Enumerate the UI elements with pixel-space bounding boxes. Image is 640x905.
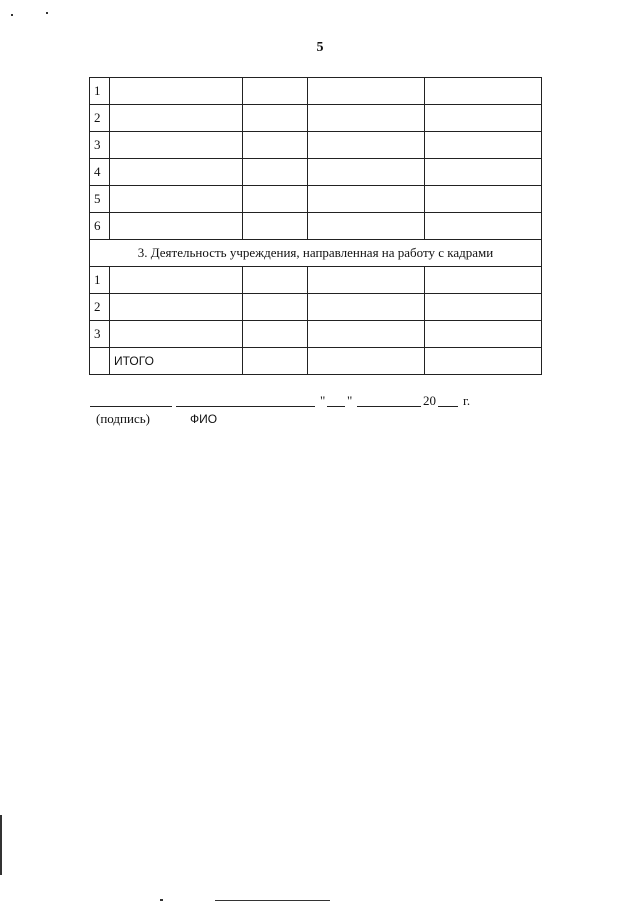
page-number: 5 (316, 40, 324, 55)
table-cell[interactable] (243, 105, 308, 132)
scan-speck (11, 14, 13, 16)
row-number: 4 (90, 159, 110, 186)
report-table (89, 77, 542, 375)
year-suffix: г. (463, 393, 471, 408)
row-number: 1 (90, 78, 110, 105)
scan-edge-mark (0, 815, 2, 875)
table-cell[interactable] (308, 267, 425, 294)
row-number: 2 (90, 105, 110, 132)
signature-line[interactable] (90, 406, 172, 407)
row-number: 6 (90, 213, 110, 240)
row-number: 3 (90, 132, 110, 159)
section-row (90, 240, 542, 267)
table-cell (90, 348, 110, 375)
table-cell[interactable] (110, 159, 243, 186)
table-cell[interactable] (110, 267, 243, 294)
table-cell[interactable] (308, 132, 425, 159)
table-cell[interactable] (308, 78, 425, 105)
total-label: ИТОГО (110, 348, 243, 375)
table-cell[interactable] (243, 321, 308, 348)
table-row (90, 186, 542, 213)
table-cell[interactable] (243, 348, 308, 375)
table-cell[interactable] (425, 132, 542, 159)
table-cell[interactable] (110, 294, 243, 321)
table-row (90, 213, 542, 240)
table-cell[interactable] (425, 348, 542, 375)
day-line[interactable] (327, 406, 345, 407)
table-row (90, 132, 542, 159)
table-cell[interactable] (308, 348, 425, 375)
table-cell[interactable] (425, 78, 542, 105)
table-row (90, 105, 542, 132)
year-line[interactable] (438, 406, 458, 407)
table-cell[interactable] (243, 186, 308, 213)
table-cell[interactable] (308, 186, 425, 213)
scan-speck (46, 12, 48, 14)
table-cell[interactable] (308, 213, 425, 240)
year-prefix: 20 (423, 393, 436, 408)
row-number: 1 (90, 267, 110, 294)
table-cell[interactable] (425, 186, 542, 213)
table-cell[interactable] (425, 105, 542, 132)
row-number: 2 (90, 294, 110, 321)
row-number: 3 (90, 321, 110, 348)
table-cell[interactable] (243, 213, 308, 240)
table-cell[interactable] (425, 267, 542, 294)
table-cell[interactable] (308, 294, 425, 321)
table-cell[interactable] (425, 321, 542, 348)
table-cell[interactable] (243, 78, 308, 105)
table-cell[interactable] (110, 213, 243, 240)
date-quote-close: " (347, 393, 353, 408)
scan-edge-line (215, 900, 330, 901)
table-cell[interactable] (243, 159, 308, 186)
table-cell[interactable] (425, 159, 542, 186)
signature-caption: (подпись) (96, 411, 150, 426)
table-cell[interactable] (110, 321, 243, 348)
section-heading: 3. Деятельность учреждения, направленная на работу с кадрами (90, 240, 542, 267)
table-cell[interactable] (110, 186, 243, 213)
row-number: 5 (90, 186, 110, 213)
table-cell[interactable] (243, 267, 308, 294)
table-cell[interactable] (110, 78, 243, 105)
table-cell[interactable] (243, 294, 308, 321)
table-row (90, 78, 542, 105)
table-cell[interactable] (308, 159, 425, 186)
table-row (90, 321, 542, 348)
table-cell[interactable] (425, 294, 542, 321)
table-row (90, 267, 542, 294)
table-cell[interactable] (243, 132, 308, 159)
month-line[interactable] (357, 406, 421, 407)
total-row (90, 348, 542, 375)
table-row (90, 159, 542, 186)
table-cell[interactable] (425, 213, 542, 240)
table-cell[interactable] (110, 132, 243, 159)
table-row (90, 294, 542, 321)
table-cell[interactable] (110, 105, 243, 132)
name-caption: ФИО (190, 412, 218, 426)
scan-speck (160, 899, 163, 901)
full-name-line[interactable] (176, 406, 315, 407)
table-cell[interactable] (308, 105, 425, 132)
table-cell[interactable] (308, 321, 425, 348)
date-quote-open: " (320, 393, 326, 408)
